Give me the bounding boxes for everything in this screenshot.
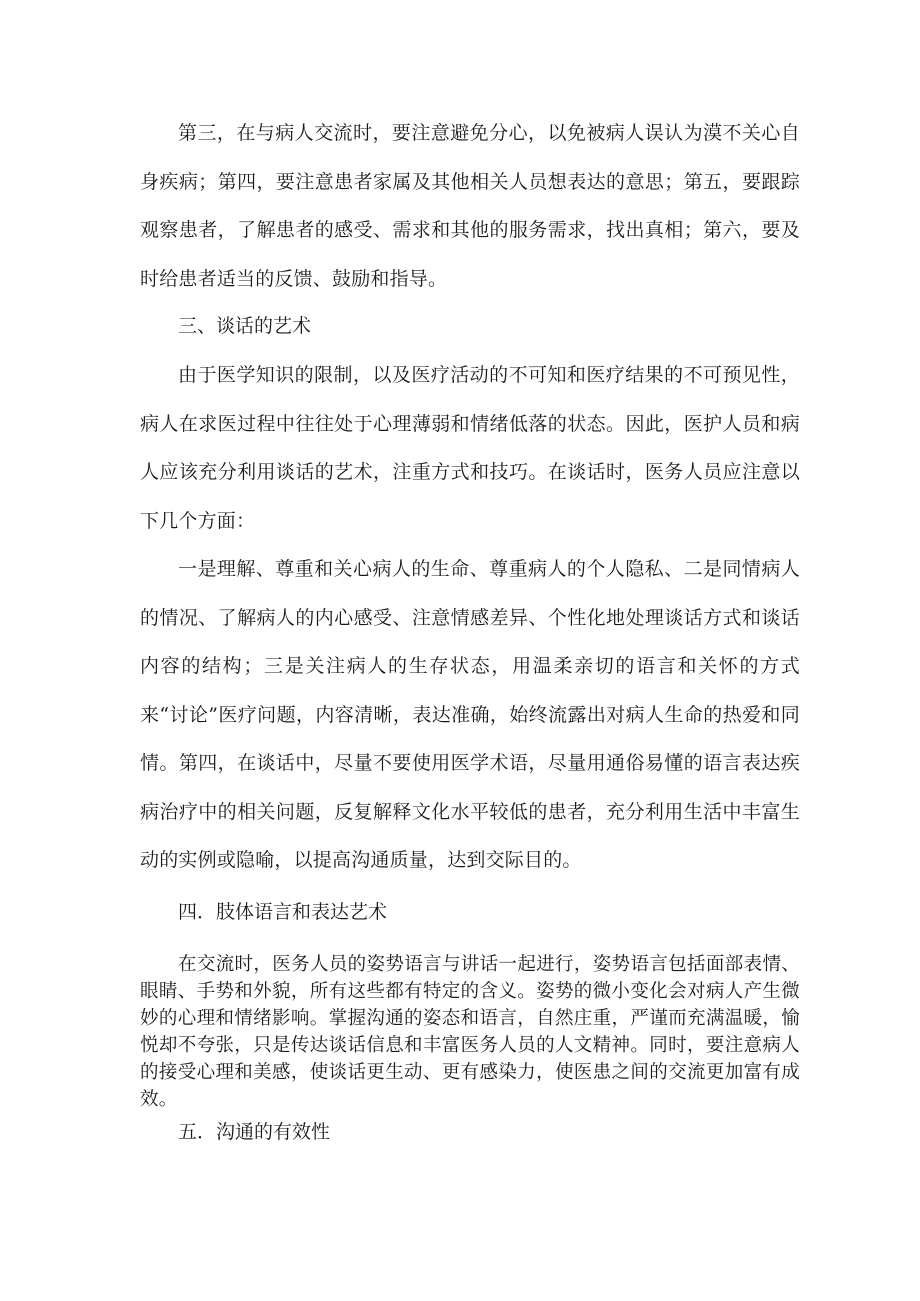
heading-communication-effectiveness: 五．沟通的有效性 [178,1121,331,1143]
paragraph-conversation-art: 由于医学知识的限制，以及医疗活动的不可知和医疗结果的不可预见性，病人在求医过程中往往处于心理薄弱和情绪低落的状态。因此，医护人员和病人应该充分利用谈话的艺术，注重方式和技巧。在谈话时，医务人员应注意以下几个方面： [140,364,800,532]
paragraph-conversation-points: 一是理解、尊重和关心病人的生命、尊重病人的个人隐私、二是同情病人的情况、了解病人的内心感受、注意情感差异、个性化地处理谈话方式和谈话内容的结构；三是关注病人的生存状态，用温柔亲切的语言和关怀的方式来“讨论”医疗问题，内容清晰，表达准确，始终流露出对病人生命的热爱和同情。第四，在谈话中，尽量不要使用医学术语，尽量用通俗易懂的语言表达疾病治疗中的相关问题，反复解释文化水平较低的患者，充分利用生活中丰富生动的实例或隐喻，以提高沟通质量，达到交际目的。 [140,558,800,871]
heading-body-language: 四．肢体语言和表达艺术 [178,901,388,923]
heading-conversation-art: 三、谈话的艺术 [178,315,312,337]
paragraph-patient-communication: 第三，在与病人交流时，要注意避免分心，以免被病人误认为漠不关心自身疾病；第四，要注意患者家属及其他相关人员想表达的意思；第五，要跟踪观察患者，了解患者的感受、需求和其他的服务需求，找出真相；第六，要及时给患者适当的反馈、鼓励和指导。 [140,122,800,290]
paragraph-body-language: 在交流时，医务人员的姿势语言与讲话一起进行，姿势语言包括面部表情、眼睛、手势和外貌，所有这些都有特定的含义。姿势的微小变化会对病人产生微妙的心理和情绪影响。掌握沟通的姿态和语言，自然庄重，严谨而充满温暖，愉悦却不夸张，只是传达谈话信息和丰富医务人员的人文精神。同时，要注意病人的接受心理和美感，使谈话更生动、更有感染力，使医患之间的交流更加富有成效。 [140,954,800,1110]
